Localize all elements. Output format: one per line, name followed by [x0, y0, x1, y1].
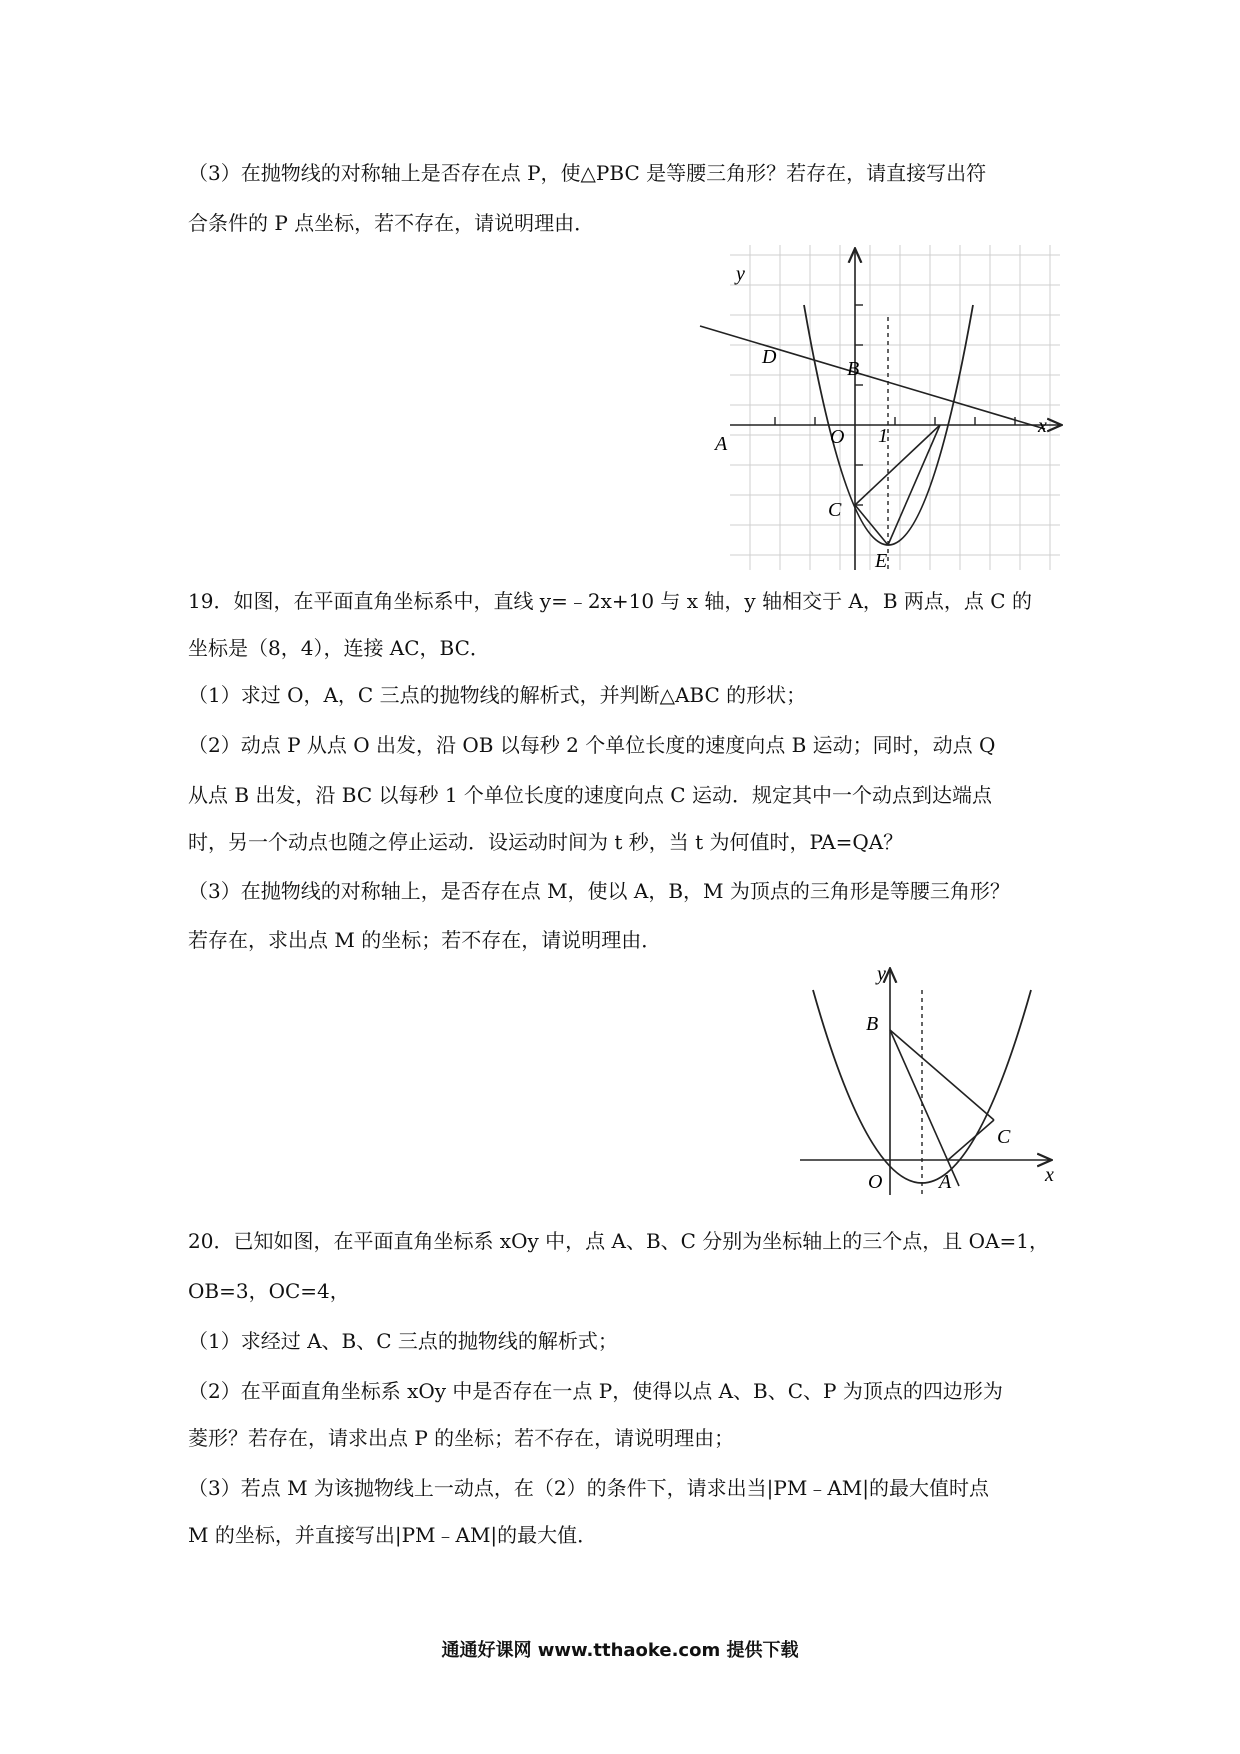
q18-line-db	[700, 326, 1045, 429]
q18-part3-line1: （3）在抛物线的对称轴上是否存在点 P，使△PBC 是等腰三角形？若存在，请直接写出符	[188, 161, 987, 185]
q20-part3-line1: （3）若点 M 为该抛物线上一动点，在（2）的条件下，请求出当|PM﹣AM|的最大值时点	[188, 1476, 989, 1500]
q19-part2-line3: 时，另一个动点也随之停止运动．设运动时间为 t 秒，当 t 为何值时，PA=QA？	[188, 830, 904, 854]
q18-label-x: x	[1038, 415, 1047, 437]
q18-label-c: C	[828, 499, 842, 521]
q20-stem-line1: 20．已知如图，在平面直角坐标系 xOy 中，点 A、B、C 分别为坐标轴上的三个点，且 OA=1，	[188, 1229, 1049, 1253]
q18-part3-line2: 合条件的 P 点坐标，若不存在，请说明理由．	[188, 211, 595, 235]
q20-part1: （1）求经过 A、B、C 三点的抛物线的解析式；	[188, 1329, 618, 1353]
q19-part2-line1: （2）动点 P 从点 O 出发，沿 OB 以每秒 2 个单位长度的速度向点 B 运动；同时，动点 Q	[188, 733, 996, 757]
q18-label-a: A	[715, 433, 728, 455]
q19-stem-line1: 19．如图，在平面直角坐标系中，直线 y=﹣2x+10 与 x 轴，y 轴相交于 A，B 两点，点 C 的	[188, 589, 1032, 613]
q18-label-y: y	[736, 263, 745, 285]
q19-label-x: x	[1045, 1164, 1054, 1186]
q20-part3-line2: M 的坐标，并直接写出|PM﹣AM|的最大值．	[188, 1523, 598, 1547]
q19-part3-line2: 若存在，求出点 M 的坐标；若不存在，请说明理由．	[188, 928, 662, 952]
q18-label-o: O	[830, 426, 845, 448]
q19-line-ab	[890, 1030, 959, 1186]
q20-part2-line1: （2）在平面直角坐标系 xOy 中是否存在一点 P，使得以点 A、B、C、P 为顶点的四边形为	[188, 1379, 1003, 1403]
q19-part2-line2: 从点 B 出发，沿 BC 以每秒 1 个单位长度的速度向点 C 运动．规定其中一个动点到达端点	[188, 783, 992, 807]
q19-part1: （1）求过 O，A，C 三点的抛物线的解析式，并判断△ABC 的形状；	[188, 683, 807, 707]
q20-part2-line2: 菱形？若存在，请求出点 P 的坐标；若不存在，请说明理由；	[188, 1426, 735, 1450]
q19-figure	[795, 960, 1065, 1195]
q18-label-one: 1	[878, 425, 888, 447]
q20-stem-line2: OB=3，OC=4，	[188, 1279, 350, 1303]
page-footer: 通通好课网 www.tthaoke.com 提供下载	[441, 1640, 799, 1661]
q19-label-a: A	[939, 1171, 952, 1193]
q18-label-d: D	[762, 346, 777, 368]
q19-label-y: y	[877, 963, 886, 985]
q19-label-c: C	[997, 1126, 1011, 1148]
q19-stem-line2: 坐标是（8，4），连接 AC，BC．	[188, 636, 490, 660]
q18-label-b: B	[847, 358, 860, 380]
q18-label-e: E	[875, 550, 888, 572]
q18-figure	[715, 245, 1060, 572]
q19-label-o: O	[868, 1171, 883, 1193]
q19-label-b: B	[866, 1013, 879, 1035]
q19-part3-line1: （3）在抛物线的对称轴上，是否存在点 M，使以 A，B，M 为顶点的三角形是等腰三角形？	[188, 879, 1010, 903]
